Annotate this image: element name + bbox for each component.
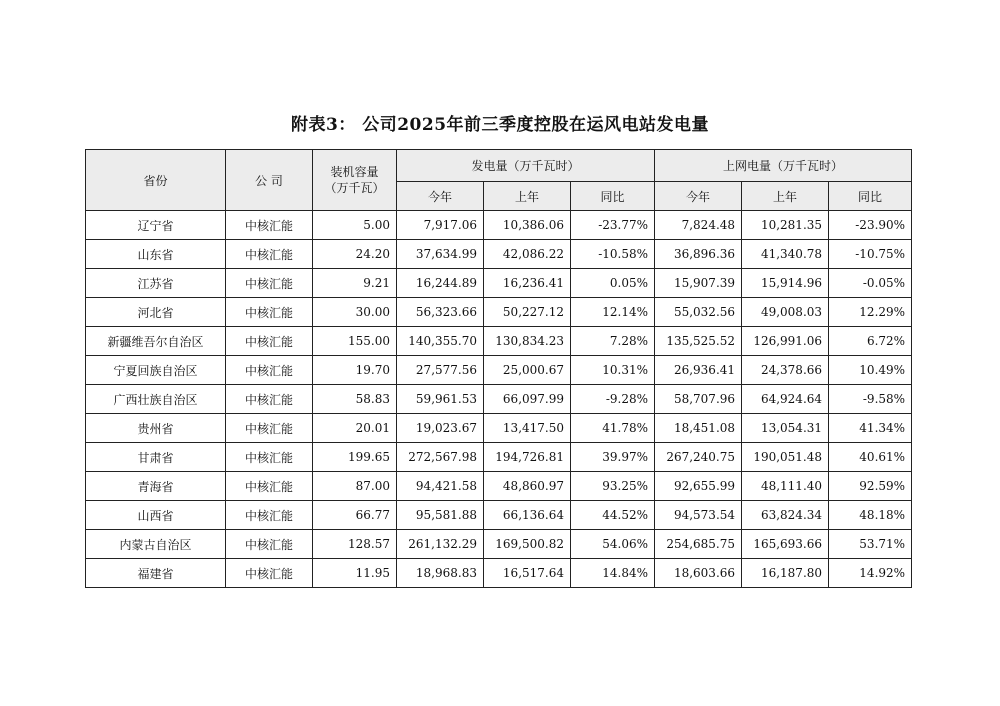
cell-grid-yoy: -0.05% [829, 269, 912, 298]
cell-grid-yoy: -10.75% [829, 240, 912, 269]
cell-gen-this-year: 272,567.98 [397, 443, 484, 472]
table-body [86, 211, 912, 588]
cell-province: 甘肃省 [86, 443, 226, 472]
cell-grid-yoy: 6.72% [829, 327, 912, 356]
cell-gen-yoy: 44.52% [571, 501, 655, 530]
header-capacity-line2: （万千瓦） [324, 181, 385, 195]
cell-gen-last-year: 66,097.99 [484, 385, 571, 414]
header-grid: 上网电量（万千瓦时） [655, 150, 912, 182]
table-row [86, 269, 912, 298]
cell-company: 中核汇能 [226, 356, 313, 385]
cell-capacity: 24.20 [313, 240, 397, 269]
cell-gen-this-year: 19,023.67 [397, 414, 484, 443]
cell-gen-yoy: -23.77% [571, 211, 655, 240]
cell-grid-last-year: 49,008.03 [742, 298, 829, 327]
cell-grid-this-year: 254,685.75 [655, 530, 742, 559]
cell-gen-this-year: 18,968.83 [397, 559, 484, 588]
header-capacity-line1: 装机容量 [330, 165, 379, 179]
cell-grid-last-year: 64,924.64 [742, 385, 829, 414]
header-grid-last-year: 上年 [742, 182, 829, 211]
cell-gen-yoy: -9.28% [571, 385, 655, 414]
cell-grid-last-year: 63,824.34 [742, 501, 829, 530]
cell-grid-this-year: 18,603.66 [655, 559, 742, 588]
cell-province: 山西省 [86, 501, 226, 530]
cell-grid-last-year: 41,340.78 [742, 240, 829, 269]
cell-province: 山东省 [86, 240, 226, 269]
cell-grid-last-year: 15,914.96 [742, 269, 829, 298]
cell-capacity: 66.77 [313, 501, 397, 530]
wind-power-generation-table [85, 149, 912, 588]
header-company: 公 司 [226, 150, 313, 211]
cell-gen-last-year: 16,236.41 [484, 269, 571, 298]
cell-grid-yoy: 14.92% [829, 559, 912, 588]
cell-company: 中核汇能 [226, 211, 313, 240]
cell-gen-this-year: 56,323.66 [397, 298, 484, 327]
cell-province: 福建省 [86, 559, 226, 588]
cell-gen-last-year: 169,500.82 [484, 530, 571, 559]
cell-capacity: 58.83 [313, 385, 397, 414]
cell-grid-last-year: 190,051.48 [742, 443, 829, 472]
table-title: 附表3： 公司2025年前三季度控股在运风电站发电量 [290, 115, 710, 135]
cell-company: 中核汇能 [226, 298, 313, 327]
table-row [86, 559, 912, 588]
cell-company: 中核汇能 [226, 269, 313, 298]
cell-gen-yoy: 41.78% [571, 414, 655, 443]
header-province: 省份 [86, 150, 226, 211]
table-row [86, 501, 912, 530]
cell-grid-yoy: 12.29% [829, 298, 912, 327]
cell-gen-this-year: 140,355.70 [397, 327, 484, 356]
cell-gen-this-year: 261,132.29 [397, 530, 484, 559]
cell-company: 中核汇能 [226, 240, 313, 269]
cell-company: 中核汇能 [226, 385, 313, 414]
cell-gen-yoy: 0.05% [571, 269, 655, 298]
cell-grid-this-year: 94,573.54 [655, 501, 742, 530]
cell-gen-yoy: 93.25% [571, 472, 655, 501]
cell-grid-yoy: -23.90% [829, 211, 912, 240]
cell-grid-yoy: 41.34% [829, 414, 912, 443]
cell-gen-this-year: 95,581.88 [397, 501, 484, 530]
cell-capacity: 5.00 [313, 211, 397, 240]
table-row [86, 385, 912, 414]
cell-gen-last-year: 194,726.81 [484, 443, 571, 472]
cell-grid-last-year: 126,991.06 [742, 327, 829, 356]
cell-grid-this-year: 267,240.75 [655, 443, 742, 472]
cell-grid-last-year: 16,187.80 [742, 559, 829, 588]
table-row [86, 530, 912, 559]
cell-grid-yoy: 53.71% [829, 530, 912, 559]
table-row [86, 211, 912, 240]
cell-gen-yoy: 10.31% [571, 356, 655, 385]
table-row [86, 327, 912, 356]
cell-grid-this-year: 15,907.39 [655, 269, 742, 298]
cell-gen-this-year: 16,244.89 [397, 269, 484, 298]
cell-grid-yoy: 10.49% [829, 356, 912, 385]
cell-province: 江苏省 [86, 269, 226, 298]
cell-grid-this-year: 92,655.99 [655, 472, 742, 501]
cell-gen-last-year: 48,860.97 [484, 472, 571, 501]
header-capacity [313, 150, 397, 211]
cell-company: 中核汇能 [226, 501, 313, 530]
cell-province: 新疆维吾尔自治区 [86, 327, 226, 356]
header-gen-last-year: 上年 [484, 182, 571, 211]
cell-gen-last-year: 50,227.12 [484, 298, 571, 327]
cell-capacity: 155.00 [313, 327, 397, 356]
cell-gen-yoy: 39.97% [571, 443, 655, 472]
cell-grid-this-year: 7,824.48 [655, 211, 742, 240]
cell-province: 青海省 [86, 472, 226, 501]
cell-grid-yoy: -9.58% [829, 385, 912, 414]
table-row [86, 356, 912, 385]
cell-gen-this-year: 27,577.56 [397, 356, 484, 385]
cell-capacity: 20.01 [313, 414, 397, 443]
cell-gen-yoy: -10.58% [571, 240, 655, 269]
cell-capacity: 11.95 [313, 559, 397, 588]
cell-gen-this-year: 59,961.53 [397, 385, 484, 414]
cell-grid-this-year: 26,936.41 [655, 356, 742, 385]
cell-gen-last-year: 13,417.50 [484, 414, 571, 443]
cell-grid-last-year: 48,111.40 [742, 472, 829, 501]
cell-gen-last-year: 130,834.23 [484, 327, 571, 356]
cell-gen-last-year: 25,000.67 [484, 356, 571, 385]
cell-company: 中核汇能 [226, 530, 313, 559]
cell-grid-this-year: 58,707.96 [655, 385, 742, 414]
cell-grid-last-year: 165,693.66 [742, 530, 829, 559]
table-row [86, 298, 912, 327]
cell-gen-yoy: 12.14% [571, 298, 655, 327]
cell-gen-this-year: 37,634.99 [397, 240, 484, 269]
cell-company: 中核汇能 [226, 414, 313, 443]
cell-grid-last-year: 10,281.35 [742, 211, 829, 240]
cell-province: 宁夏回族自治区 [86, 356, 226, 385]
cell-grid-this-year: 36,896.36 [655, 240, 742, 269]
cell-grid-this-year: 55,032.56 [655, 298, 742, 327]
cell-company: 中核汇能 [226, 443, 313, 472]
header-grid-yoy: 同比 [829, 182, 912, 211]
table-row [86, 472, 912, 501]
cell-grid-yoy: 48.18% [829, 501, 912, 530]
cell-capacity: 30.00 [313, 298, 397, 327]
cell-capacity: 19.70 [313, 356, 397, 385]
cell-capacity: 128.57 [313, 530, 397, 559]
cell-gen-this-year: 94,421.58 [397, 472, 484, 501]
cell-capacity: 87.00 [313, 472, 397, 501]
cell-company: 中核汇能 [226, 559, 313, 588]
cell-gen-last-year: 16,517.64 [484, 559, 571, 588]
cell-company: 中核汇能 [226, 472, 313, 501]
cell-province: 内蒙古自治区 [86, 530, 226, 559]
table-row [86, 443, 912, 472]
cell-gen-last-year: 66,136.64 [484, 501, 571, 530]
cell-capacity: 9.21 [313, 269, 397, 298]
header-gen-this-year: 今年 [397, 182, 484, 211]
cell-grid-yoy: 40.61% [829, 443, 912, 472]
cell-gen-last-year: 10,386.06 [484, 211, 571, 240]
table-header [86, 150, 912, 211]
header-grid-this-year: 今年 [655, 182, 742, 211]
cell-company: 中核汇能 [226, 327, 313, 356]
cell-gen-yoy: 14.84% [571, 559, 655, 588]
cell-gen-last-year: 42,086.22 [484, 240, 571, 269]
cell-province: 河北省 [86, 298, 226, 327]
cell-province: 广西壮族自治区 [86, 385, 226, 414]
header-generation: 发电量（万千瓦时） [397, 150, 655, 182]
cell-province: 贵州省 [86, 414, 226, 443]
table-row [86, 414, 912, 443]
header-gen-yoy: 同比 [571, 182, 655, 211]
cell-grid-yoy: 92.59% [829, 472, 912, 501]
cell-province: 辽宁省 [86, 211, 226, 240]
cell-gen-yoy: 7.28% [571, 327, 655, 356]
table-row [86, 240, 912, 269]
cell-gen-this-year: 7,917.06 [397, 211, 484, 240]
cell-grid-last-year: 13,054.31 [742, 414, 829, 443]
cell-grid-last-year: 24,378.66 [742, 356, 829, 385]
cell-grid-this-year: 135,525.52 [655, 327, 742, 356]
cell-gen-yoy: 54.06% [571, 530, 655, 559]
cell-grid-this-year: 18,451.08 [655, 414, 742, 443]
cell-capacity: 199.65 [313, 443, 397, 472]
